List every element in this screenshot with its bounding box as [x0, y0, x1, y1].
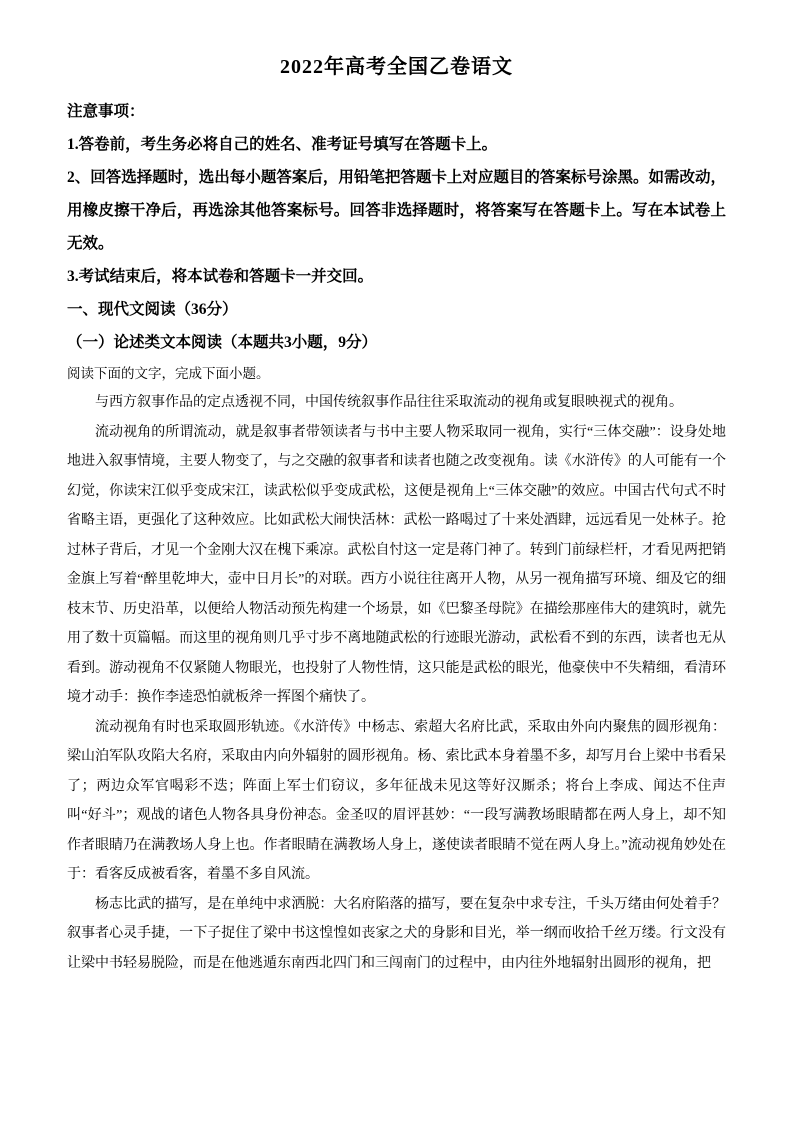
passage-paragraph-3: 流动视角有时也采取圆形轨迹。《水浒传》中杨志、索超大名府比武，采取由外向内聚焦的圆形视角：梁山泊军队攻陷大名府，采取由内向外辐射的圆形视角。杨、索比武本身着墨不多，却写月台上梁中书看呆了；两边众军官喝彩不迭；阵面上军士们窃议，多年征战未见这等好汉厮杀；将台上李成、闻达不住声叫“好斗”；观战的诸色人物各具身份神态。金圣叹的眉评甚妙：“一段写满教场眼睛都在两人身上，却不知作者眼睛乃在满教场人身上也。作者眼睛在满教场人身上，遂使读者眼睛不觉在两人身上。”流动视角妙处在于：看客反成被看客，着墨不多自风流。	[67, 719, 726, 882]
reading-instruction: 阅读下面的文字，完成下面小题。	[67, 366, 270, 381]
page-title: 2022年高考全国乙卷语文	[280, 56, 513, 78]
passage-paragraph-1: 与西方叙事作品的定点透视不同，中国传统叙事作品往往采取流动的视角或复眼映视式的视角。	[95, 395, 683, 410]
passage-paragraph-4: 杨志比武的描写，是在单纯中求洒脱：大名府陷落的描写，要在复杂中求专注，千头万绪由何处着手？叙事者心灵手捷，一下子捉住了梁中书这惶惶如丧家之犬的身影和目光，举一纲而收拾千丝万缕。行文没有让梁中书轻易脱险，而是在他逃遁东南西北四门和三闯南门的过程中，由内往外地辐射出圆形的视角，把	[67, 896, 726, 971]
section-heading-modern-reading: 一、现代文阅读（36分）	[67, 301, 238, 318]
notice-item-2: 2、回答选择题时，选出每小题答案后，用铅笔把答题卡上对应题目的答案标号涂黑。如需改动，用橡皮擦干净后，再选涂其他答案标号。回答非选择题时，将答案写在答题卡上。写在本试卷上无效。	[67, 169, 726, 252]
passage-paragraph-2: 流动视角的所谓流动，就是叙事者带领读者与书中主要人物采取同一视角，实行“三体交融”：设身处地地进入叙事情境，主要人物变了，与之交融的叙事者和读者也随之改变视角。读《水浒传》的人可能有一个幻觉，你读宋江似乎变成宋江，读武松似乎变成武松，这便是视角上“三体交融”的效应。中国古代句式不时省略主语，更强化了这种效应。比如武松大闹快活林：武松一路喝过了十来处酒肆，远远看见一处林子。抢过林子背后，才见一个金刚大汉在槐下乘凉。武松自忖这一定是蒋门神了。转到门前绿栏杆，才看见两把销金旗上写着“醉里乾坤大，壶中日月长”的对联。西方小说往往离开人物，从另一视角描写环境、细及它的细枝末节、历史沿革，以便给人物活动预先构建一个场景，如《巴黎圣母院》在描绘那座伟大的建筑时，就先用了数十页篇幅。而这里的视角则几乎寸步不离地随武松的行迹眼光游动，武松看不到的东西，读者也无从看到。游动视角不仅紧随人物眼光，也投射了人物性情，这只能是武松的眼光，他豪侠中不失精细，看清环境才动手：换作李逵恐怕就板斧一挥图个痛快了。	[67, 424, 726, 705]
notice-item-1: 1.答卷前，考生务必将自己的姓名、准考证号填写在答题卡上。	[67, 136, 498, 153]
subsection-heading-argumentative-text: （一）论述类文本阅读（本题共3小题，9分）	[67, 334, 378, 351]
notice-item-3: 3.考试结束后，将本试卷和答题卡一并交回。	[67, 268, 374, 285]
notice-heading: 注意事项：	[67, 103, 145, 120]
